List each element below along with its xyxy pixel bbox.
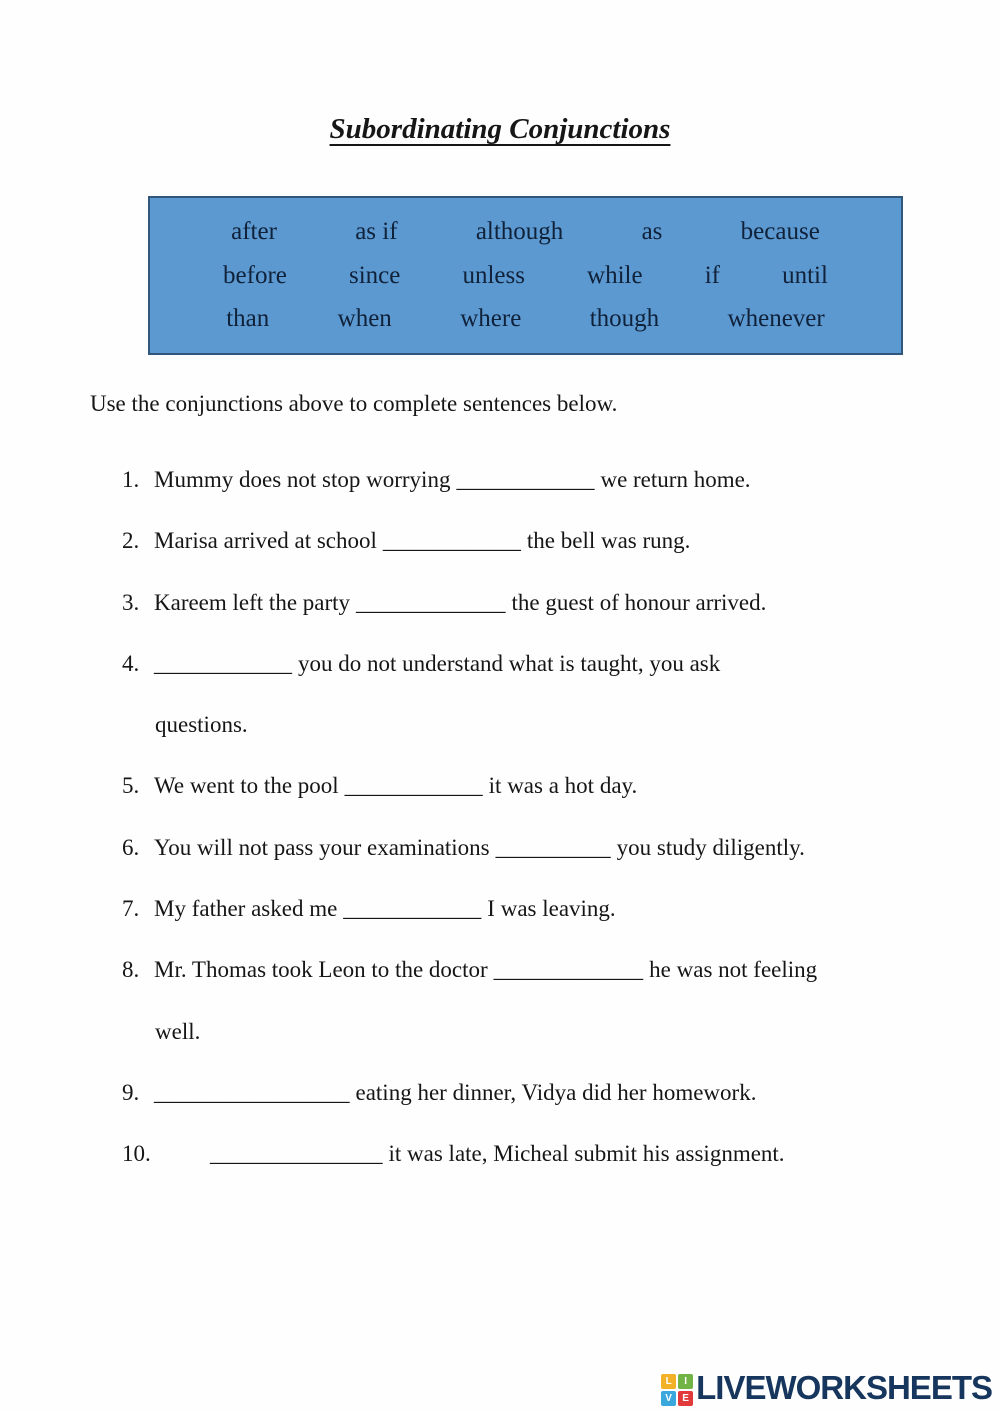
- sentence-number: 2.: [122, 528, 140, 554]
- instruction-text: Use the conjunctions above to complete sentences below.: [90, 391, 618, 416]
- word-bank-row-3: [150, 305, 901, 333]
- sentence-text: you do not understand what is taught, you ask: [298, 650, 721, 676]
- conjunction-word: until: [782, 261, 828, 289]
- sentence-7: [122, 896, 960, 957]
- conjunction-word: as: [641, 217, 663, 245]
- logo-square-e: E: [678, 1391, 693, 1406]
- answer-blank-1[interactable]: ____________: [456, 467, 595, 492]
- sentence-text: My father asked me: [154, 896, 338, 922]
- sentence-text: Mr. Thomas took Leon to the doctor: [154, 957, 488, 983]
- page-title-text: Subordinating Conjunctions: [329, 113, 671, 145]
- conjunction-word: while: [587, 261, 643, 289]
- sentence-4-continuation: questions.: [155, 712, 248, 738]
- sentence-text: Mummy does not stop worrying: [154, 467, 451, 492]
- word-bank-row-2: [150, 262, 901, 290]
- answer-blank-6[interactable]: __________: [495, 834, 611, 860]
- sentence-text: you study diligently.: [616, 834, 805, 860]
- sentence-text: he was not feeling: [649, 957, 818, 983]
- sentence-list: [122, 467, 960, 1203]
- conjunction-word: although: [475, 217, 564, 245]
- logo-square-v: V: [661, 1391, 676, 1406]
- sentence-number: 6.: [122, 834, 140, 860]
- sentence-number: 8.: [122, 957, 140, 983]
- page-title: [0, 113, 1000, 146]
- sentence-number: 10.: [122, 1141, 151, 1167]
- conjunction-word: since: [348, 261, 401, 289]
- sentence-10: [122, 1141, 960, 1202]
- sentence-text: Marisa arrived at school: [154, 528, 377, 554]
- sentence-number: 1.: [122, 467, 140, 492]
- sentence-text: it was a hot day.: [488, 773, 638, 799]
- conjunction-word: whenever: [727, 305, 825, 333]
- conjunction-word: than: [226, 305, 270, 333]
- sentence-number: 3.: [122, 589, 140, 615]
- sentence-text: You will not pass your examinations: [154, 834, 490, 860]
- conjunction-word: where: [460, 305, 522, 333]
- answer-blank-8[interactable]: _____________: [493, 957, 644, 983]
- sentence-text: we return home.: [600, 467, 751, 492]
- conjunction-word: when: [337, 305, 392, 333]
- sentence-number: 9.: [122, 1079, 140, 1105]
- sentence-8: [122, 957, 960, 1018]
- answer-blank-9[interactable]: _________________: [154, 1079, 350, 1105]
- answer-blank-2[interactable]: ____________: [382, 528, 521, 554]
- logo-square-i: I: [678, 1374, 693, 1389]
- sentence-3: [122, 590, 960, 651]
- conjunction-word: as if: [355, 217, 398, 245]
- sentence-text: eating her dinner, Vidya did her homework.: [355, 1079, 757, 1105]
- sentence-1: [122, 467, 960, 528]
- sentence-number: 4.: [122, 650, 140, 676]
- answer-blank-4[interactable]: ____________: [154, 650, 292, 676]
- conjunction-word: though: [589, 305, 660, 333]
- conjunction-word: if: [704, 261, 720, 289]
- logo-square-l: L: [661, 1374, 676, 1389]
- sentence-text: Kareem left the party: [154, 589, 351, 615]
- sentence-2: [122, 528, 960, 589]
- sentence-5: [122, 773, 960, 834]
- conjunction-word-bank: [148, 196, 903, 355]
- liveworksheets-brand-text[interactable]: LIVEWORKSHEETS: [696, 1369, 992, 1406]
- sentence-9: [122, 1080, 960, 1141]
- sentence-text: We went to the pool: [154, 773, 339, 799]
- sentence-8-continuation: well.: [155, 1018, 201, 1044]
- conjunction-word: before: [223, 261, 287, 289]
- word-bank-row-1: [150, 218, 901, 246]
- sentence-text: it was late, Micheal submit his assignment.: [388, 1141, 785, 1167]
- liveworksheets-logo-icon: [661, 1374, 693, 1406]
- conjunction-word: unless: [462, 261, 525, 289]
- conjunction-word: after: [231, 217, 277, 245]
- conjunction-word: because: [740, 217, 820, 245]
- answer-blank-3[interactable]: _____________: [356, 589, 506, 615]
- sentence-number: 7.: [122, 896, 140, 922]
- sentence-6: [122, 835, 960, 896]
- answer-blank-7[interactable]: ____________: [343, 896, 482, 922]
- sentence-text: the guest of honour arrived.: [511, 589, 767, 615]
- liveworksheets-footer[interactable]: [661, 1369, 992, 1407]
- sentence-number: 5.: [122, 773, 140, 799]
- sentence-text: the bell was rung.: [526, 528, 691, 554]
- sentence-4: [122, 651, 960, 712]
- sentence-text: I was leaving.: [487, 896, 616, 922]
- answer-blank-10[interactable]: _______________: [210, 1141, 383, 1167]
- answer-blank-5[interactable]: ____________: [344, 773, 483, 799]
